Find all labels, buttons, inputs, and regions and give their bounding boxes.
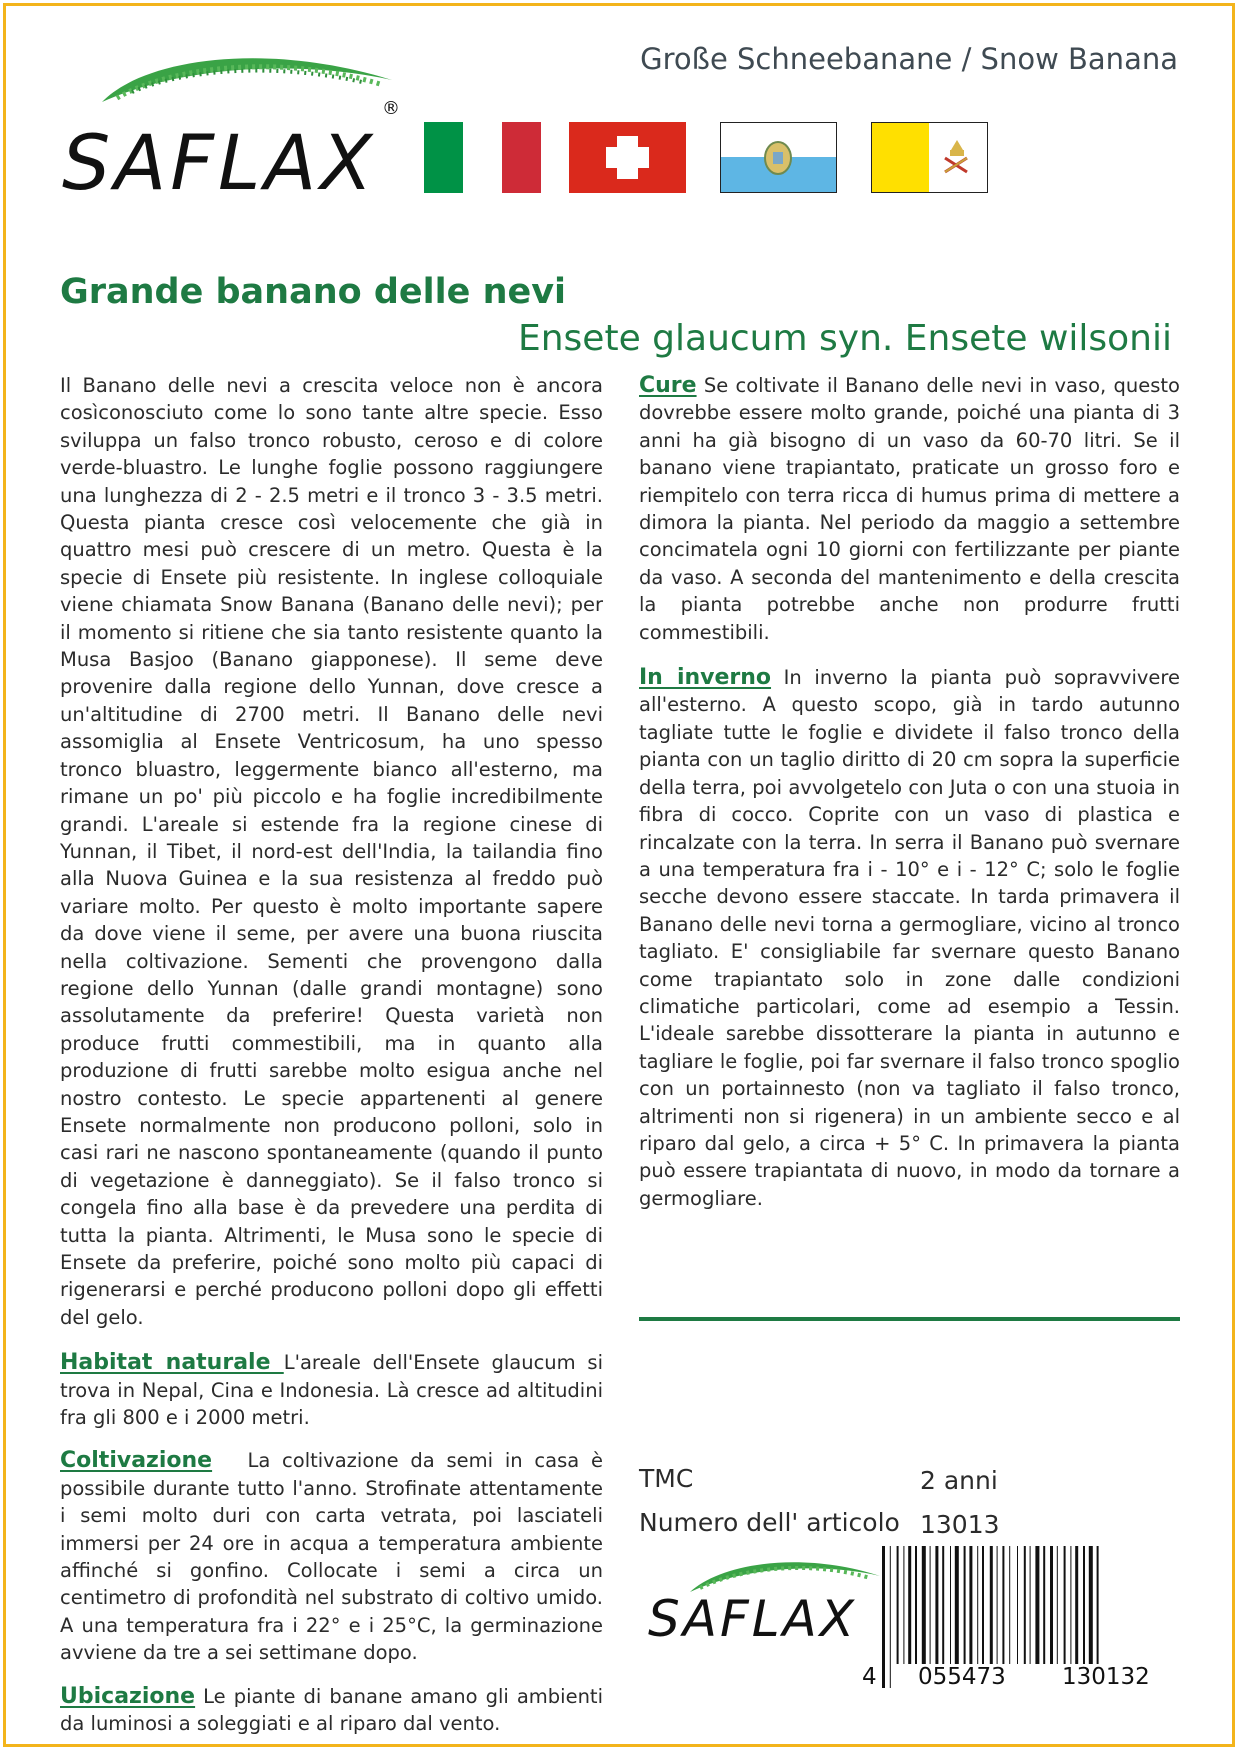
barcode-bar	[977, 1546, 978, 1664]
barcode-bar	[1035, 1546, 1039, 1664]
barcode-bar	[1030, 1546, 1031, 1664]
care-text: Se coltivate il Banano delle nevi in vaso, questo dovrebbe essere molto grande, poiché una pianta di 3 anni ha già bisogno di un vaso da 60-70 litri. Se il banano viene trapiantato, praticate un grosso foro e riempitelo con terra ricca di humus prima di mettere a dimora la pianta. Nel periodo da maggio a settembre concimatela ogni 10 giorni con fertilizzante per piante da vaso. A seconda del mantenimento e della crescita la pianta potrebbe anche non produrre frutti commestibili.	[639, 374, 1180, 644]
barcode-bar	[935, 1546, 938, 1664]
location-heading: Ubicazione	[60, 1683, 196, 1709]
winter-heading: In inverno	[639, 665, 772, 691]
barcode-bar	[1070, 1546, 1071, 1664]
barcode-bar	[955, 1546, 959, 1664]
barcode-digits-left: 055473	[918, 1664, 1006, 1690]
left-column	[60, 372, 603, 1754]
barcode-bar	[897, 1546, 899, 1664]
barcode-bar	[1017, 1546, 1018, 1664]
barcode-bar	[1083, 1546, 1085, 1664]
flag-italy-icon	[424, 122, 541, 193]
barcode-bar	[997, 1546, 998, 1664]
product-title: Große Schneebanane / Snow Banana	[640, 42, 1178, 76]
barcode-bar	[942, 1546, 944, 1664]
cultivation-heading: Coltivazione	[60, 1448, 213, 1474]
flag-switzerland-icon	[569, 122, 686, 193]
barcode-bar	[930, 1546, 931, 1664]
barcode-bar	[1064, 1546, 1066, 1664]
barcode-bar	[1009, 1546, 1010, 1664]
barcode-bar	[882, 1546, 885, 1688]
winter-section	[639, 664, 1180, 1212]
logo-wordmark-small: SAFLAX	[648, 1590, 858, 1648]
botanical-name: Ensete glaucum syn. Ensete wilsonii	[517, 318, 1172, 359]
logo-swoosh-icon	[62, 40, 412, 110]
habitat-text: L'areale dell'Ensete glaucum si trova in Nepal, Cina e Indonesia. Là cresce ad altitudini fra gli 800 e i 2000 metri.	[60, 1351, 604, 1430]
barcode-bar	[1075, 1546, 1078, 1664]
best-before-value: 2 anni	[920, 1466, 998, 1495]
best-before-label: TMC	[639, 1464, 694, 1493]
barcode-bar	[903, 1546, 904, 1664]
section-divider	[639, 1317, 1180, 1321]
article-number-value: 13013	[920, 1510, 1000, 1539]
barcode-digit-first: 4	[862, 1664, 877, 1690]
right-column	[639, 372, 1180, 1228]
registered-mark: ®	[382, 98, 400, 119]
page-title: Grande banano delle nevi	[60, 272, 567, 312]
barcode-bar	[1002, 1546, 1004, 1664]
barcode-bar	[922, 1546, 926, 1664]
barcode-bar	[890, 1546, 891, 1688]
barcode-bar	[1043, 1546, 1045, 1664]
care-section	[639, 372, 1180, 646]
cultivation-text: La coltivazione da semi in casa è possibile durante tutto l'anno. Strofinate attentamente i semi molto duri con carta vetrata, poi lasciateli immersi per 24 ore in acqua a temperatura ambiente affinché si gonfino. Collocate i semi a circa un centimetro di profondità nel substrato di coltivo umido. A una temperatura fra i 22° e i 25°C, la germinazione avviene da tre a sei settimane dopo.	[60, 1449, 603, 1665]
barcode-bar	[982, 1546, 984, 1664]
barcode-bar	[1024, 1546, 1026, 1664]
barcode-bar	[1050, 1546, 1053, 1664]
barcode-digits-right: 130132	[1062, 1664, 1150, 1690]
saflax-logo	[62, 40, 412, 210]
barcode-bar	[1089, 1546, 1093, 1664]
cultivation-section	[60, 1447, 603, 1666]
care-heading: Cure	[639, 373, 697, 398]
barcode-bar	[1057, 1546, 1058, 1664]
saflax-logo-small	[640, 1550, 880, 1660]
habitat-heading: Habitat naturale	[60, 1350, 284, 1376]
location-section	[60, 1683, 603, 1738]
barcode-bar	[969, 1546, 972, 1664]
habitat-section	[60, 1349, 603, 1431]
barcode-bar	[915, 1546, 917, 1664]
winter-text: In inverno la pianta può sopravvivere all'esterno. A questo scopo, già in tardo autunno tagliate tutte le foglie e dividete il falso tronco della pianta con un taglio diritto di 20 cm sopra la superficie della terra, poi avvolgetelo con Juta o con una stuoia in fibra di cocco. Coprite con un vaso di plastica e rincalzate con la terra. In serra il Banano può svernare a una temperatura fra i - 10° e i - 12° C; solo le foglie secche devono essere staccate. In tarda primavera il Banano delle nevi torna a germogliare, vicino al tronco tagliato. E' consigliabile far svernare questo Banano come trapiantato solo in zone dalle condizioni climatiche particolari, come ad esempio a Tessin. L'ideale sarebbe dissotterare la pianta in autunno e tagliare le foglie, poi far svernare il falso tronco spoglio con un portainnesto (non va tagliato il falso tronco, altrimenti non si rigenera) in un ambiente secco e al riparo dal gelo, a circa + 5° C. In primavera la pianta può essere trapiantata di nuovo, in modo da tornare a germogliare.	[639, 666, 1180, 1210]
barcode-bar	[964, 1546, 966, 1664]
flag-vatican-icon	[871, 122, 988, 193]
location-text: Le piante di banane amano gli ambienti da luminosi a soleggiati e al riparo dal vento.	[60, 1684, 603, 1736]
article-number-label: Numero dell' articolo	[639, 1508, 900, 1537]
barcode-bar	[950, 1546, 951, 1664]
flag-san-marino-icon	[720, 122, 837, 193]
logo-wordmark: SAFLAX	[62, 118, 377, 207]
barcode-bar	[908, 1546, 911, 1664]
intro-paragraph	[60, 372, 603, 1331]
intro-text: Il Banano delle nevi a crescita veloce non è ancora cosìconosciuto come lo sono tante altre specie. Esso sviluppa un falso tronco robusto, ceroso e di colore verde-bluastro. Le lunghe foglie possono raggiungere una lunghezza di 2 - 2.5 metri e il tronco 3 - 3.5 metri. Questa pianta cresce così velocemente che già in quattro mesi può crescere di un metro. Questa è la specie di Ensete più resistente. In inglese colloquiale viene chiamata Snow Banana (Banano delle nevi); per il momento si ritiene che sia tanto resistente quanto la Musa Basjoo (Banano giapponese). Il seme deve provenire dalla regione dello Yunnan, dove cresce a un'altitudine di 2700 metri. Il Banano delle nevi assomiglia al Ensete Ventricosum, ha uno spesso tronco bluastro, leggermente bianco all'esterno, ma rimane un po' più piccolo e ha foglie incredibilmente grandi. L'areale si estende fra la regione cinese di Yunnan, il Tibet, il nord-est dell'India, la tailandia fino alla Nuova Guinea e la sua resistenza al freddo può variare molto. Per questo è molto importante sapere da dove viene il seme, per avere una buona riuscita nella coltivazione. Sementi che provengono dalla regione dello Yunnan (dalle grandi montagne) sono assolutamente da preferire! Questa varietà non produce frutti commestibili, ma in quanto alla produzione di frutti sarebbe molto esigua anche nel nostro contesto. Le specie appartenenti al genere Ensete normalmente non producono polloni, solo in casi rari ne nascono spontaneamente (quando il punto di vegetazione è danneggiato). Se il falso tronco si congela fino alla base è da prevedere una perdita di tutta la pianta. Altrimenti, le Musa sono le specie di Ensete da preferire, poiché sono molto più capaci di rigenerarsi e perché producono polloni dopo gli effetti del gelo.	[60, 374, 603, 1329]
